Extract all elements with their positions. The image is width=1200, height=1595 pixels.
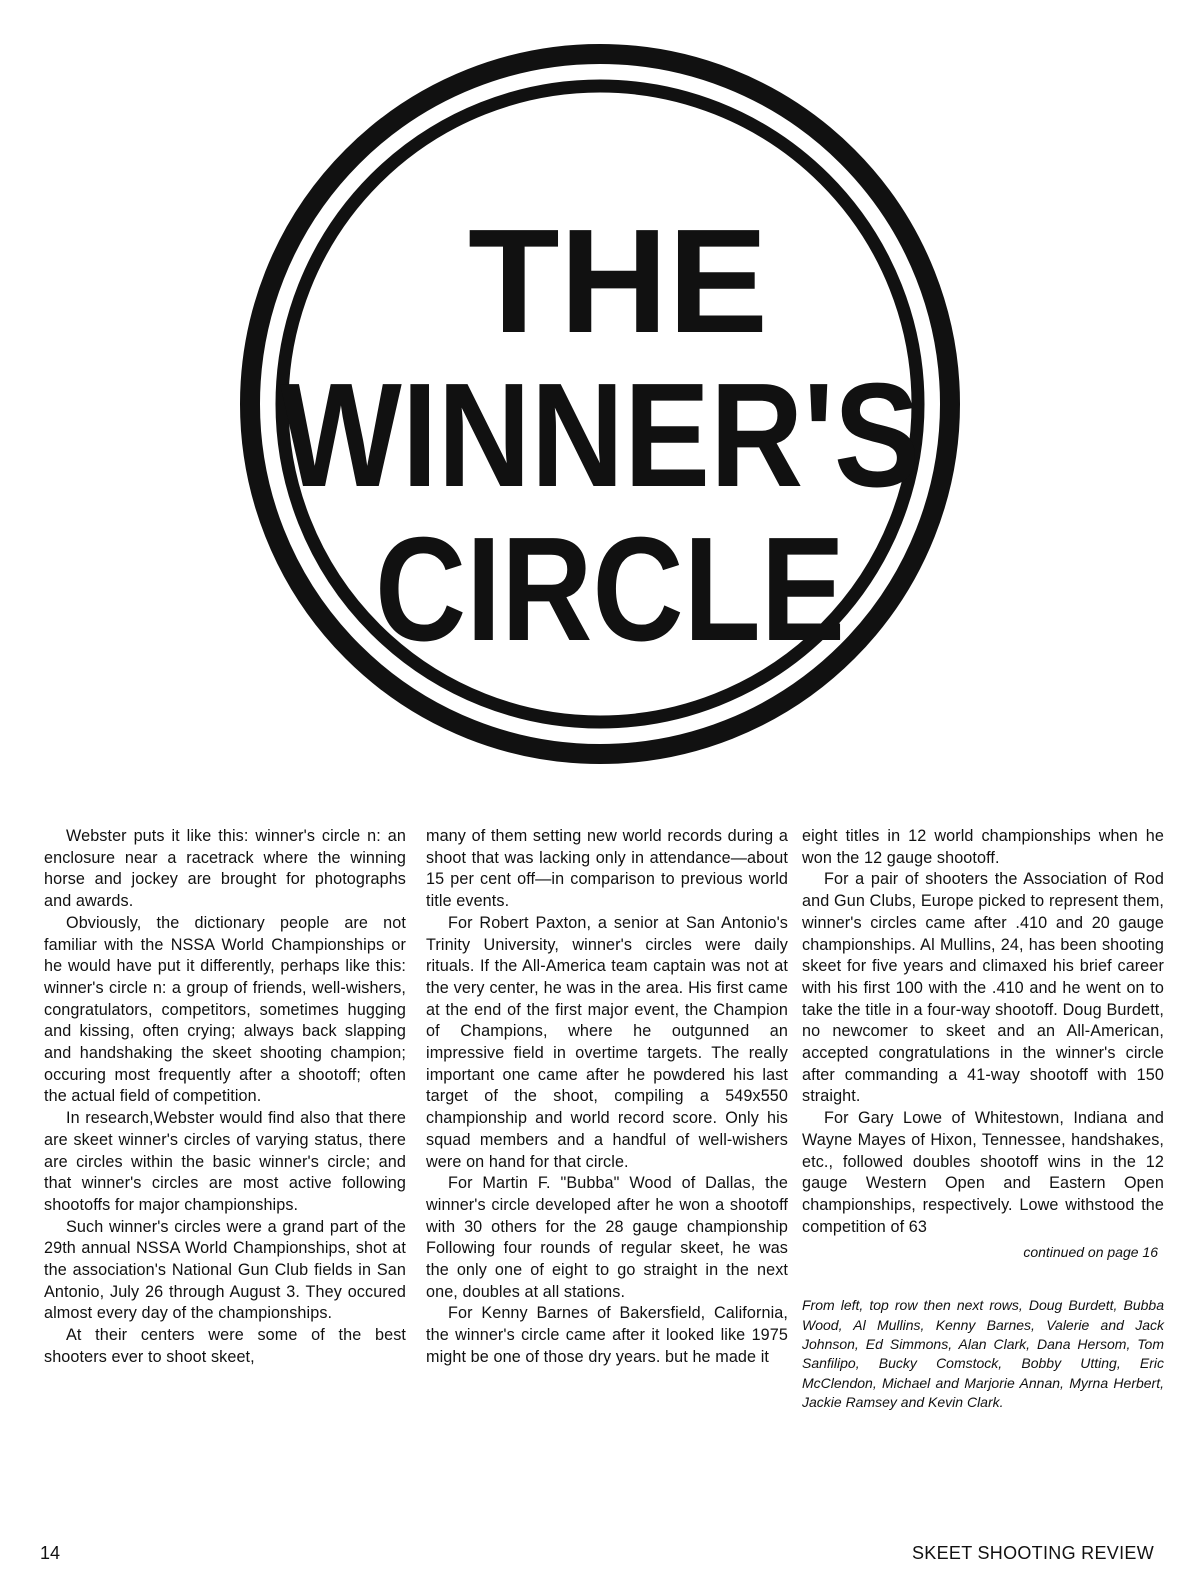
paragraph: Obviously, the dictionary people are not familiar with the NSSA World Championships or he would have put it differently, perhaps like this: winner's circle n: a group of friends, well-wishers, congratulators, competitors, sometimes hugging and kissing, often crying; always back slapping and handshaking the skeet shooting champion; occuring most frequently after a shootoff; often the actual field of competition. xyxy=(44,913,406,1106)
photo-caption: From left, top row then next rows, Doug Burdett, Bubba Wood, Al Mullins, Kenny Barnes, Valerie and Jack Johnson, Ed Simmons, Alan Clark, Dana Hersom, Tom Sanfilipo, Bucky Comstock, Bobby Utting, Eric McClendon, Michael and Marjorie Annan, Myrna Herbert, Jackie Ramsey and Kevin Clark. xyxy=(802,1297,1164,1410)
paragraph: At their centers were some of the best shooters ever to shoot skeet, xyxy=(44,1326,406,1366)
column-1 xyxy=(44,826,406,1369)
continued-note: continued on page 16 xyxy=(1023,1244,1158,1261)
column-3 xyxy=(802,826,1164,1412)
paragraph: For Martin F. "Bubba" Wood of Dallas, the winner's circle developed after he won a shootoff with 30 others for the 28 gauge championship Following four rounds of regular skeet, he was the only one of eight to go straight in the next one, doubles at all stations. xyxy=(426,1174,788,1301)
paragraph: For Gary Lowe of Whitestown, Indiana and Wayne Mayes of Hixon, Tennessee, handshakes, etc., followed doubles shootoff wins in the 12 gauge Western Open and Eastern Open championships, respectively. Lowe withstood the competition of 63 xyxy=(802,1109,1164,1236)
logo-line-1: THE xyxy=(468,199,768,364)
page-number: 14 xyxy=(40,1543,61,1563)
paragraph: For a pair of shooters the Association of Rod and Gun Clubs, Europe picked to represent them, winner's circles came after .410 and 20 gauge championships. Al Mullins, 24, has been shooting skeet for five years and climaxed his brief career with his first 100 with the .410 and he went on to take the title in a four-way shootoff. Doug Burdett, no newcomer to skeet and an All-American, accepted congratulations in the winner's circle after commanding a 41-way shootoff with 150 straight. xyxy=(802,870,1164,1106)
paragraph: For Robert Paxton, a senior at San Antonio's Trinity University, winner's circles were daily rituals. If the All-America team captain was not at the very center, he was in the area. His first came at the end of the first major event, the Champion of Champions, where he outgunned an impressive field in overtime targets. The really important one came after he powdered his last target of the shoot, compiling a 549x550 championship and world record score. Only his squad members and a handful of well-wishers were on hand for that circle. xyxy=(426,913,788,1171)
column-2 xyxy=(426,826,788,1369)
paragraph: For Kenny Barnes of Bakersfield, California, the winner's circle came after it looked like 1975 might be one of those dry years. but he made it xyxy=(426,1304,788,1366)
paragraph: eight titles in 12 world championships when he won the 12 gauge shootoff. xyxy=(802,827,1164,867)
logo-line-2: WINNER'S xyxy=(280,353,920,518)
article-body xyxy=(44,826,1164,1511)
paragraph: Webster puts it like this: winner's circle n: an enclosure near a racetrack where the winning horse and jockey are brought for photographs and awards. xyxy=(44,827,406,911)
paragraph: Such winner's circles were a grand part of the 29th annual NSSA World Championships, shot at the association's National Gun Club fields in San Antonio, July 26 through August 3. They occured almost every day of the championships. xyxy=(44,1217,406,1323)
paragraph: In research,Webster would find also that there are skeet winner's circles of varying status, there are circles within the basic winner's circle; and that winner's circles are most active following shootoffs for major championships. xyxy=(44,1109,406,1214)
paragraph: many of them setting new world records during a shoot that was lacking only in attendance—about 15 per cent off—in comparison to previous world title events. xyxy=(426,827,788,911)
logo-line-3: CIRCLE xyxy=(375,507,845,672)
magazine-name: SKEET SHOOTING REVIEW xyxy=(911,1543,1154,1563)
